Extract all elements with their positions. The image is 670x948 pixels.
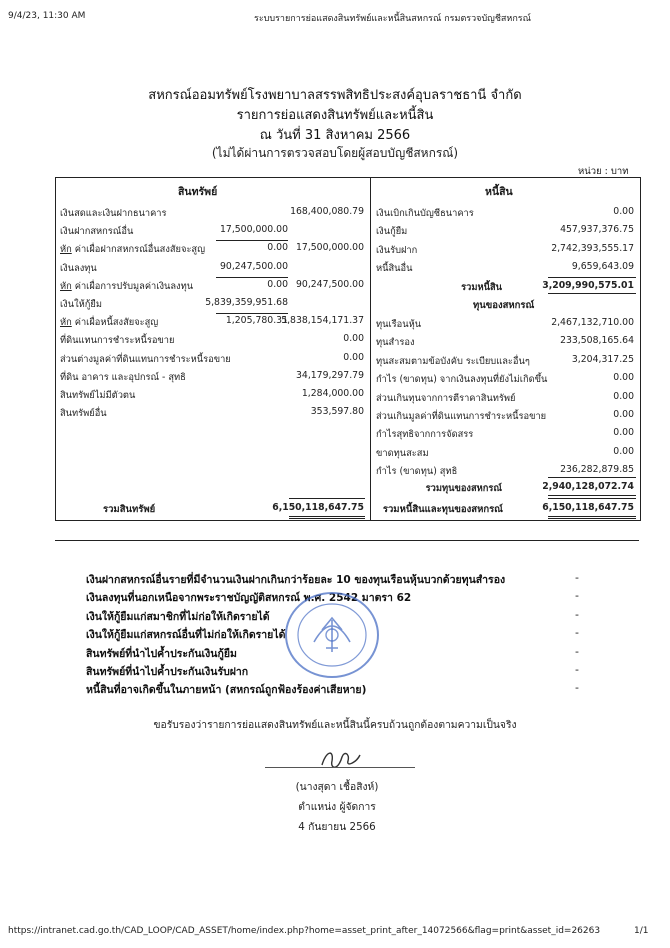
equity-row-label: กำไร (ขาดทุน) จากเงินลงทุนที่ยังไม่เกิดขึ้น [376,374,548,386]
certification-statement: ขอรับรองว่ารายการย่อแสดงสินทรัพย์และหนี้สินนี้ครบถ้วนถูกต้องตามความเป็นจริง [153,719,517,731]
asset-row-label: ส่วนต่างมูลค่าที่ดินแทนการชำระหนี้รอขาย [60,353,231,365]
deduct-prefix: หัก [60,280,72,292]
asset-row-total: 353,597.80 [310,406,364,418]
asset-row-total: 34,179,297.79 [295,369,364,381]
asset-row-label: เงินให้กู้ยืม [60,299,102,310]
audit-note: (ไม่ได้ผ่านการตรวจสอบโดยผู้สอบบัญชีสหกรณ์) [211,146,459,160]
equity-row-label: กำไร (ขาดทุน) สุทธิ [376,466,458,478]
asset-row-total: 1,284,000.00 [301,388,364,399]
liability-row-label: เงินเบิกเกินบัญชีธนาคาร [376,208,474,219]
equity-total-underline [548,495,636,496]
liab-total-underline [548,293,636,294]
liability-row-label: เงินกู้ยืม [376,226,408,238]
asset-row-text: ค่าเผื่อการปรับมูลค่าเงินลงทุน [71,280,194,292]
equity-row-label: ส่วนเกินทุนจากการตีราคาสินทรัพย์ [376,392,516,404]
asset-row-amount: 90,247,500.00 [219,260,288,272]
asset-row-total: 0.00 [343,333,364,345]
assets-heading: สินทรัพย์ [178,186,218,198]
asset-row-label [60,315,158,330]
amount-subtotal-line [216,277,288,278]
equity-row-label: ส่วนเกินมูลค่าที่ดินแทนการชำระหนี้รอขาย [376,411,547,422]
equity-total-label: รวมทุนของสหกรณ์ [425,483,502,494]
note-item-text: สินทรัพย์ที่นำไปค้ำประกันเงินกู้ยืม [86,647,237,660]
liabilities-heading: หนี้สิน [485,186,513,198]
equity-row-label: กำไรสุทธิจากการจัดสรร [376,429,474,441]
note-item-text: สินทรัพย์ที่นำไปค้ำประกันเงินรับฝาก [86,666,249,678]
note-item-value: - [575,571,579,584]
asset-row-label: เงินฝากสหกรณ์อื่น [60,226,134,238]
print-datetime: 9/4/23, 11:30 AM [8,11,86,21]
note-item-text: เงินลงทุนที่นอกเหนือจากพระราชบัญญัติสหกรณ์ พ.ศ. 2542 มาตรา 62 [86,592,412,605]
equity-heading: ทุนของสหกรณ์ [473,300,535,311]
equity-row-label: ทุนเรือนหุ้น [376,319,422,330]
note-item-value: - [575,663,579,676]
report-title: รายการย่อแสดงสินทรัพย์และหนี้สิน [236,108,434,123]
equity-row-value: 236,282,879.85 [560,464,634,476]
note-item-value: - [575,681,579,695]
liabilities-total-value: 3,209,990,575.01 [542,280,634,291]
asset-row-label: สินทรัพย์ไม่มีตัวตน [60,390,136,401]
asset-row-text: ค่าเผื่อหนี้สงสัยจะสูญ [71,317,159,329]
equity-row-label: ทุนสะสมตามข้อบังคับ ระเบียบและอื่นๆ [376,355,530,367]
equity-row-value: 0.00 [613,390,634,402]
asset-row-amount: 0.00 [267,242,288,254]
equity-row-value: 233,508,165.64 [560,335,634,347]
print-page-title: ระบบรายการย่อแสดงสินทรัพย์และหนี้สินสหกรณ์ กรมตรวจบัญชีสหกรณ์ [254,14,531,24]
asset-row-amount: 1,205,780.31 [225,315,288,327]
equity-row-value: 2,467,132,710.00 [551,317,634,328]
org-name: สหกรณ์ออมทรัพย์โรงพยาบาลสรรพสิทธิประสงค์อุบลราชธานี จำกัด [148,88,522,103]
amount-subtotal-line [216,313,288,314]
handwritten-signature [316,745,366,775]
note-item-value: - [575,589,579,603]
unit-label: หน่วย : บาท [578,166,629,177]
equity-row-value: 0.00 [613,427,634,439]
liability-row-value: 2,742,393,555.17 [551,242,634,254]
equity-row-value: 0.00 [613,445,634,457]
report-date: ณ วันที่ 31 สิงหาคม 2566 [259,128,411,143]
asset-row-text: ค่าเผื่อฝากสหกรณ์อื่นสงสัยจะสูญ [71,244,206,256]
equity-row-value: 0.00 [613,372,634,384]
asset-row-total: 0.00 [343,351,364,363]
liability-row-label: เงินรับฝาก [376,244,418,256]
equity-total-topline [548,477,636,478]
asset-row-label: ที่ดินแทนการชำระหนี้รอขาย [60,335,175,347]
grand-total-value: 6,150,118,647.75 [542,502,634,513]
asset-row-total: 90,247,500.00 [295,278,364,290]
asset-row-label: เงินสดและเงินฝากธนาคาร [60,208,167,219]
signatory-date: 4 กันยายน 2566 [298,821,376,833]
cooperative-seal-stamp [282,590,382,680]
note-item-value: - [575,644,579,658]
asset-row-total: 168,400,080.79 [290,206,364,217]
assets-total-label: รวมสินทรัพย์ [103,504,156,515]
note-item-text: หนี้สินที่อาจเกิดขึ้นในภายหน้า (สหกรณ์ถูกฟ้องร้องค่าเสียหาย) [86,684,367,697]
note-item-text: เงินให้กู้ยืมแก่สหกรณ์อื่นที่ไม่ก่อให้เกิดรายได้ [86,629,286,642]
print-url: https://intranet.cad.go.th/CAD_LOOP/CAD_ASSET/home/index.php?home=asset_print_after_14072566&flag=print&asset_id=26263 [8,926,601,936]
deduct-prefix: หัก [60,244,72,256]
liabilities-total-label: รวมหนี้สิน [461,282,502,293]
asset-row-label: ที่ดิน อาคาร และอุปกรณ์ - สุทธิ [60,371,186,383]
liability-row-label: หนี้สินอื่น [376,263,413,275]
note-item-text: เงินให้กู้ยืมแก่สมาชิกที่ไม่ก่อให้เกิดรายได้ [86,610,270,623]
asset-row-total: 5,838,154,171.37 [281,315,364,327]
equity-row-label: ทุนสำรอง [376,337,415,349]
signatory-name: (นางสุดา เชื้อสิงห์) [295,781,379,793]
liability-row-value: 457,937,376.75 [560,224,634,236]
amount-subtotal-line [216,240,288,241]
note-item-value: - [575,607,579,621]
equity-row-label: ขาดทุนสะสม [376,447,429,459]
equity-row-value: 3,204,317.25 [571,353,634,365]
assets-total-value: 6,150,118,647.75 [272,502,364,513]
page-number: 1/1 [634,926,649,936]
note-item-value: - [575,626,579,640]
asset-row-label: สินทรัพย์อื่น [60,408,107,420]
asset-row-amount: 0.00 [267,278,288,290]
asset-row-amount: 17,500,000.00 [219,224,288,236]
signatory-position: ตำแหน่ง ผู้จัดการ [298,801,376,813]
signature-line [265,767,415,768]
section-separator [55,540,639,541]
note-item-text: เงินฝากสหกรณ์อื่นรายที่มีจำนวนเงินฝากเกินกว่าร้อยละ 10 ของทุนเรือนหุ้นบวกด้วยทุนสำรอง [86,574,506,586]
asset-row-amount: 5,839,359,951.68 [205,297,288,308]
liab-total-topline [548,277,636,278]
asset-row-total: 17,500,000.00 [295,242,364,254]
asset-row-label: เงินลงทุน [60,262,97,274]
deduct-prefix: หัก [60,317,72,329]
liability-row-value: 0.00 [613,206,634,217]
equity-total-value: 2,940,128,072.74 [542,481,634,492]
table-center-divider [370,177,371,520]
equity-row-value: 0.00 [613,409,634,420]
grand-total-label: รวมหนี้สินและทุนของสหกรณ์ [382,504,503,515]
liability-row-value: 9,659,643.09 [571,261,634,273]
